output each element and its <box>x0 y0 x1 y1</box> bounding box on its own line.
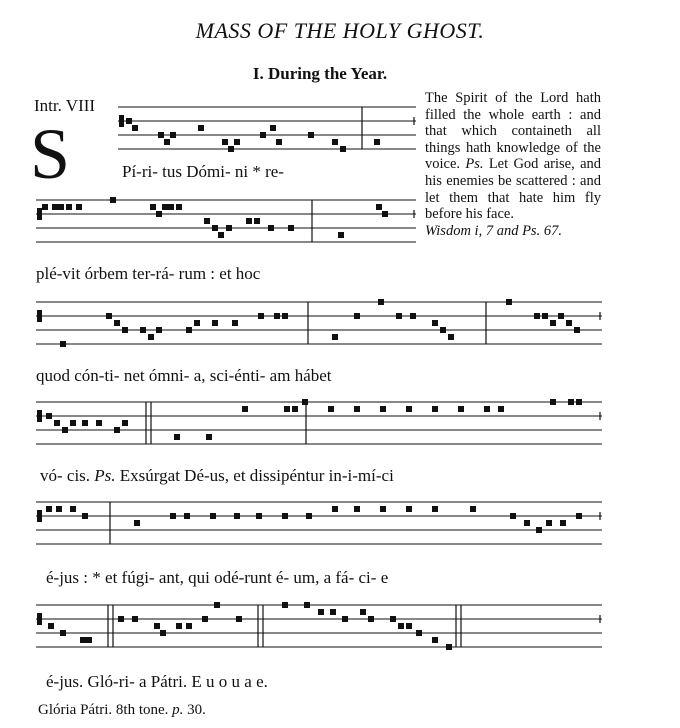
neume <box>214 602 220 608</box>
neume <box>204 218 210 224</box>
neume <box>170 132 176 138</box>
neume <box>282 513 288 519</box>
neume <box>410 313 416 319</box>
neume <box>398 623 404 629</box>
neume <box>132 616 138 622</box>
neume <box>484 406 490 412</box>
neume <box>510 513 516 519</box>
neume <box>82 420 88 426</box>
translation-ps-label: Ps. <box>465 156 484 173</box>
neume <box>550 399 556 405</box>
neume <box>432 320 438 326</box>
neume <box>406 406 412 412</box>
neume <box>164 139 170 145</box>
neume <box>340 146 346 152</box>
neume <box>62 427 68 433</box>
neume <box>354 406 360 412</box>
neume <box>258 313 264 319</box>
neume <box>46 413 52 419</box>
mode-label: Intr. VIII <box>34 96 96 115</box>
staff-6 <box>36 601 602 655</box>
neume <box>374 139 380 145</box>
neume <box>212 225 218 231</box>
neume <box>228 146 234 152</box>
neume <box>82 513 88 519</box>
neume <box>210 513 216 519</box>
neume <box>106 313 112 319</box>
lyric-vocis: vó- cis. <box>40 466 91 485</box>
neume <box>134 520 140 526</box>
lyric-ps-label: Ps. <box>94 466 116 485</box>
neume <box>176 623 182 629</box>
neume <box>536 527 542 533</box>
neume <box>332 139 338 145</box>
neume <box>186 327 192 333</box>
neume <box>390 616 396 622</box>
neume <box>276 139 282 145</box>
neume <box>380 406 386 412</box>
neume <box>558 313 564 319</box>
neume <box>156 327 162 333</box>
translation-source: Wisdom i, 7 and Ps. 67. <box>425 222 562 239</box>
neume <box>534 313 540 319</box>
neume <box>246 218 252 224</box>
neume <box>156 211 162 217</box>
neume <box>332 334 338 340</box>
neume <box>432 506 438 512</box>
neume <box>54 420 60 426</box>
neume <box>382 211 388 217</box>
neume <box>282 602 288 608</box>
section-heading: I. During the Year. <box>252 64 388 83</box>
translation-text <box>425 90 601 239</box>
neume <box>122 327 128 333</box>
neume <box>448 334 454 340</box>
neume <box>378 299 384 305</box>
clef <box>37 510 42 522</box>
neume <box>260 132 266 138</box>
neume <box>218 232 224 238</box>
neume <box>498 406 504 412</box>
neume <box>162 204 168 210</box>
neume <box>568 399 574 405</box>
staff-4 <box>36 398 602 452</box>
neume <box>60 341 66 347</box>
neume <box>282 313 288 319</box>
neume <box>194 320 200 326</box>
neume <box>380 506 386 512</box>
neume <box>110 197 116 203</box>
neume <box>338 232 344 238</box>
neume <box>232 320 238 326</box>
neume <box>80 637 86 643</box>
neume <box>304 602 310 608</box>
neume <box>406 506 412 512</box>
neume <box>292 406 298 412</box>
neume <box>550 320 556 326</box>
neume <box>126 118 132 124</box>
neume <box>154 623 160 629</box>
neume <box>274 313 280 319</box>
lyric-line-6: é-jus. Gló-ri- a Pátri. E u o u a e. <box>46 672 268 691</box>
neume <box>114 427 120 433</box>
neume <box>406 623 412 629</box>
neume <box>396 313 402 319</box>
neume <box>96 420 102 426</box>
neume <box>118 616 124 622</box>
page-title: MASS OF THE HOLY GHOST. <box>195 18 485 43</box>
neume <box>170 513 176 519</box>
neume <box>132 125 138 131</box>
clef <box>37 410 42 422</box>
lyric-line-4 <box>40 466 394 486</box>
clef <box>37 613 42 625</box>
neume <box>256 513 262 519</box>
neume <box>226 225 232 231</box>
neume <box>440 327 446 333</box>
neume <box>176 204 182 210</box>
neume <box>308 132 314 138</box>
neume <box>566 320 572 326</box>
footer-page-number: 30. <box>187 702 206 718</box>
neume <box>202 616 208 622</box>
neume <box>158 132 164 138</box>
translation-ps-text: Let God arise, and his enemies be scattered : and let them that hate him fly before his face. <box>425 156 602 223</box>
neume <box>168 204 174 210</box>
lyric-line-3: quod cón-ti- net ómni- a, sci-énti- am hábet <box>36 366 332 385</box>
neume <box>236 616 242 622</box>
neume <box>354 506 360 512</box>
neume <box>242 406 248 412</box>
neume <box>470 506 476 512</box>
neume <box>198 125 204 131</box>
lyric-exsurgat: Exsúrgat Dé-us, et dissipéntur in-i-mí-ci <box>119 466 394 485</box>
clef <box>37 208 42 220</box>
neume <box>506 299 512 305</box>
neume <box>302 399 308 405</box>
neume <box>174 434 180 440</box>
neume <box>446 644 452 650</box>
neume <box>66 204 72 210</box>
neume <box>140 327 146 333</box>
neume <box>524 520 530 526</box>
neume <box>416 630 422 636</box>
footer-page-label: p. <box>172 702 184 718</box>
lyric-line-2: plé-vit órbem ter-rá- rum : et hoc <box>36 264 261 283</box>
neume <box>234 139 240 145</box>
initial-letter: S <box>30 114 71 194</box>
neume <box>234 513 240 519</box>
neume <box>52 204 58 210</box>
lyric-line-5: é-jus : * et fúgi- ant, qui odé-runt é- um, a fá- ci- e <box>46 568 389 587</box>
clef <box>37 310 42 322</box>
staff-1 <box>118 103 416 157</box>
neume <box>56 506 62 512</box>
footer-note <box>38 702 206 719</box>
neume <box>70 506 76 512</box>
neume <box>328 406 334 412</box>
neume <box>254 218 260 224</box>
neume <box>284 406 290 412</box>
neume <box>368 616 374 622</box>
neume <box>86 637 92 643</box>
neume <box>288 225 294 231</box>
neume <box>76 204 82 210</box>
neume <box>222 139 228 145</box>
neume <box>48 623 54 629</box>
neume <box>58 204 64 210</box>
neume <box>306 513 312 519</box>
footer-text: Glória Pátri. 8th tone. <box>38 702 169 718</box>
neume <box>206 434 212 440</box>
neume <box>148 334 154 340</box>
neume <box>184 513 190 519</box>
neume <box>576 513 582 519</box>
neume <box>42 204 48 210</box>
neume <box>576 399 582 405</box>
neume <box>318 609 324 615</box>
neume <box>330 609 336 615</box>
neume <box>212 320 218 326</box>
neume <box>60 630 66 636</box>
neume <box>342 616 348 622</box>
neume <box>114 320 120 326</box>
staff-5 <box>36 498 602 552</box>
neume <box>376 204 382 210</box>
neume <box>354 313 360 319</box>
staff-2 <box>36 196 416 250</box>
lyric-line-1: Pí-ri- tus Dómi- ni * re- <box>122 162 284 181</box>
neume <box>432 637 438 643</box>
neume <box>574 327 580 333</box>
neume <box>458 406 464 412</box>
neume <box>268 225 274 231</box>
neume <box>546 520 552 526</box>
neume <box>560 520 566 526</box>
neume <box>270 125 276 131</box>
neume <box>160 630 166 636</box>
staff-3 <box>36 298 602 352</box>
neume <box>332 506 338 512</box>
neume <box>542 313 548 319</box>
neume <box>186 623 192 629</box>
neume <box>46 506 52 512</box>
neume <box>360 609 366 615</box>
neume <box>432 406 438 412</box>
neume <box>70 420 76 426</box>
clef <box>119 115 124 127</box>
neume <box>150 204 156 210</box>
neume <box>122 420 128 426</box>
translation-body: The Spirit of the Lord hath filled the whole earth : and that which containeth all things hath knowledge of the voice. <box>425 90 601 173</box>
